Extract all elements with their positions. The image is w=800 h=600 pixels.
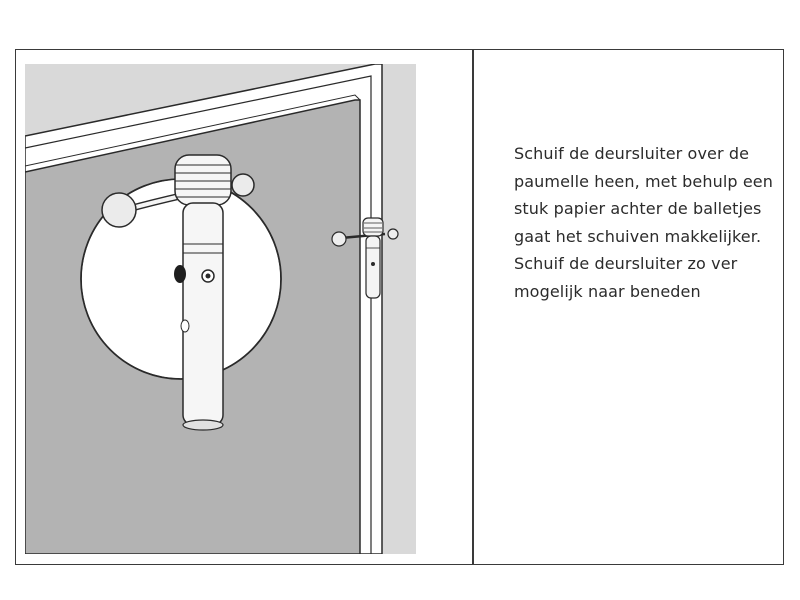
- hinge-ball-left: [102, 193, 136, 227]
- small-hinge-ball-right: [388, 229, 398, 239]
- instruction-text: Schuif de deursluiter over de paumelle heen, met behulp een stuk papier achter de balletjes gaat het schuiven makkelijker. Schuif de deursluiter zo ver mogelijk naar beneden: [514, 144, 773, 301]
- hinge-ball-right: [232, 174, 254, 196]
- door-closer-illustration: [25, 64, 416, 554]
- instruction-step-panel: [15, 49, 784, 565]
- small-closer-cap: [363, 218, 383, 236]
- column-divider: [472, 50, 474, 564]
- small-hinge-ball-left: [332, 232, 346, 246]
- small-closer-body: [366, 236, 380, 298]
- closer-body: [183, 203, 223, 425]
